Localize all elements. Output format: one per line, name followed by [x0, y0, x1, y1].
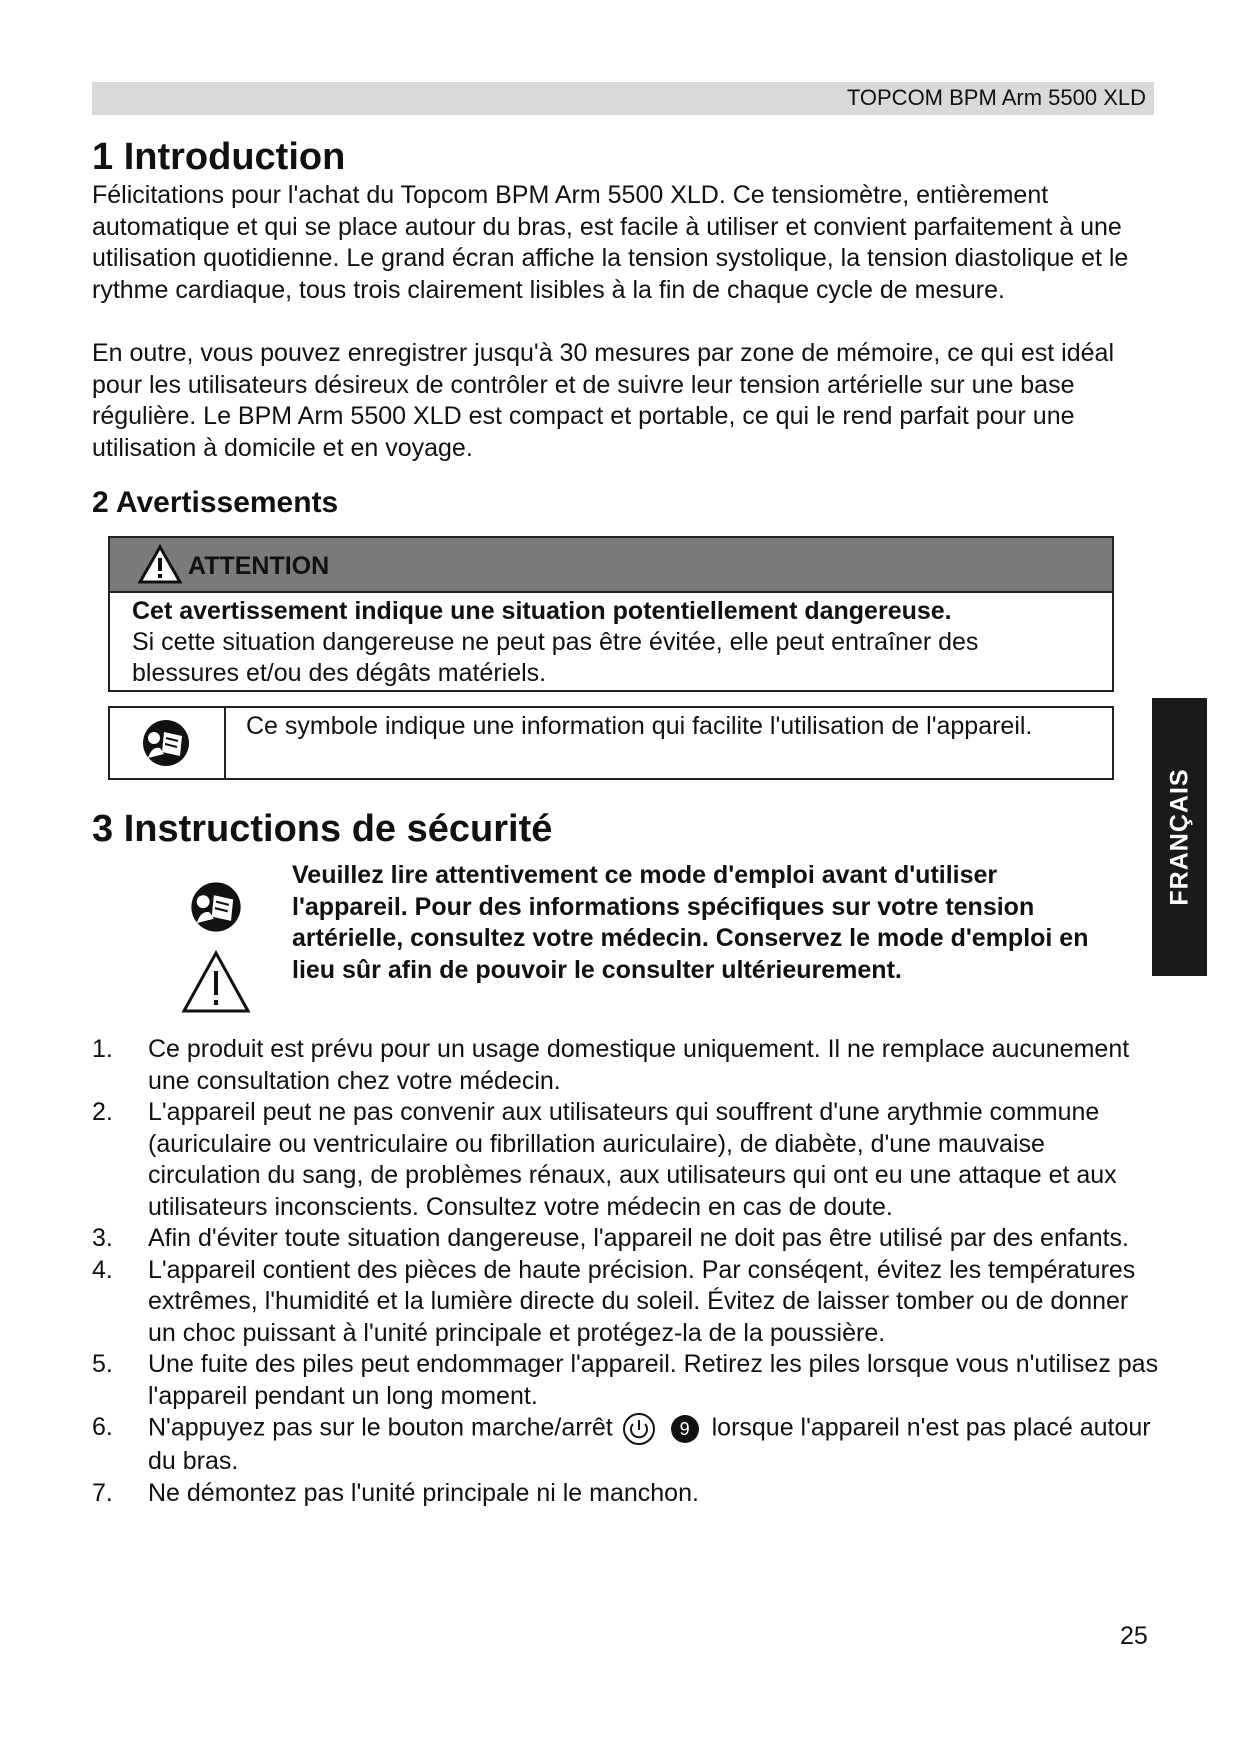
section-1-heading: 1 Introduction	[92, 136, 346, 178]
warning-box	[108, 536, 1114, 692]
section-2-heading: 2 Avertissements	[92, 486, 339, 519]
info-text: Ce symbole indique une information qui facilite l'utilisation de l'appareil.	[246, 712, 1033, 740]
language-tab	[1152, 698, 1207, 976]
info-box	[108, 706, 1114, 780]
safety-icons	[186, 880, 252, 1020]
read-manual-icon	[138, 718, 194, 768]
list-item: 6. N'appuyez pas sur le bouton marche/arrêt 9 lorsque l'appareil n'est pas placé autour du bras.	[92, 1413, 1151, 1475]
warning-label: ATTENTION	[188, 552, 330, 580]
warning-bold-text: Cet avertissement indique une situation potentiellement dangereuse.	[132, 597, 952, 625]
info-icon-cell	[110, 708, 226, 778]
intro-paragraph-2: En outre, vous pouvez enregistrer jusqu'à 30 mesures par zone de mémoire, ce qui est idéal pour les utilisateurs désireux de contrôler et de suivre leur tension artérielle sur une base régulière. Le BPM Arm 5500 XLD est compact et portable, ce qui le rend parfait pour une utilisation à domicile et en voyage.	[92, 339, 1114, 462]
warning-triangle-icon	[138, 544, 182, 584]
list-item: 7. Ne démontez pas l'unité principale ni le manchon.	[92, 1478, 699, 1507]
warning-triangle-icon	[180, 949, 252, 1015]
warning-text: Si cette situation dangereuse ne peut pas être évitée, elle peut entraîner des blessures et/ou des dégâts matériels.	[132, 628, 979, 687]
read-manual-icon	[186, 880, 246, 934]
list-item: 3. Afin d'éviter toute situation dangereuse, l'appareil ne doit pas être utilisé par des enfants.	[92, 1224, 1129, 1252]
page-number: 25	[1120, 1622, 1148, 1650]
page-header	[92, 82, 1154, 115]
list-item: 2. L'appareil peut ne pas convenir aux utilisateurs qui souffrent d'une arythmie commune (auriculaire ou ventriculaire ou fibrillation auriculaire), de diabète, d'une mauvaise circulation du sang, de problèmes rénaux, aux utilisateurs qui ont eu une attaque et aux utilisateurs inconscients. Consultez votre médecin en cas de doute.	[92, 1098, 1117, 1221]
intro-paragraph-1: Félicitations pour l'achat du Topcom BPM Arm 5500 XLD. Ce tensiomètre, entièrement automatique et qui se place autour du bras, est facile à utiliser et convient parfaitement à une utilisation quotidienne. Le grand écran affiche la tension systolique, la tension diastolique et le rythme cardiaque, tous trois clairement lisibles à la fin de chaque cycle de mesure.	[92, 181, 1129, 304]
header-title: TOPCOM BPM Arm 5500 XLD	[846, 85, 1146, 110]
list-item: 1. Ce produit est prévu pour un usage domestique uniquement. Il ne remplace aucunement une consultation chez votre médecin.	[92, 1035, 1130, 1095]
list-item: 4. L'appareil contient des pièces de haute précision. Par conséqent, évitez les températures extrêmes, l'humidité et la lumière directe du soleil. Évitez de laisser tomber ou de donner un choc puissant à l'unité principale et protégez-la de la poussière.	[92, 1255, 1136, 1347]
warning-header	[110, 538, 1112, 593]
warning-body	[132, 596, 1092, 689]
section-3-heading: 3 Instructions de sécurité	[92, 808, 553, 850]
safety-list	[92, 1034, 1162, 1509]
list-item: 5. Une fuite des piles peut endommager l'appareil. Retirez les piles lorsque vous n'utilisez pas l'appareil pendant un long moment.	[92, 1350, 1159, 1410]
power-button-icon	[620, 1412, 658, 1446]
language-tab-label: FRANÇAIS	[1165, 768, 1193, 906]
safety-bold-notice: Veuillez lire attentivement ce mode d'emploi avant d'utiliser l'appareil. Pour des informations spécifiques sur votre tension artérielle, consultez votre médecin. Conservez le mode d'emploi en lieu sûr afin de pouvoir le consulter ultérieurement.	[292, 861, 1089, 984]
callout-badge: 9	[671, 1415, 699, 1443]
